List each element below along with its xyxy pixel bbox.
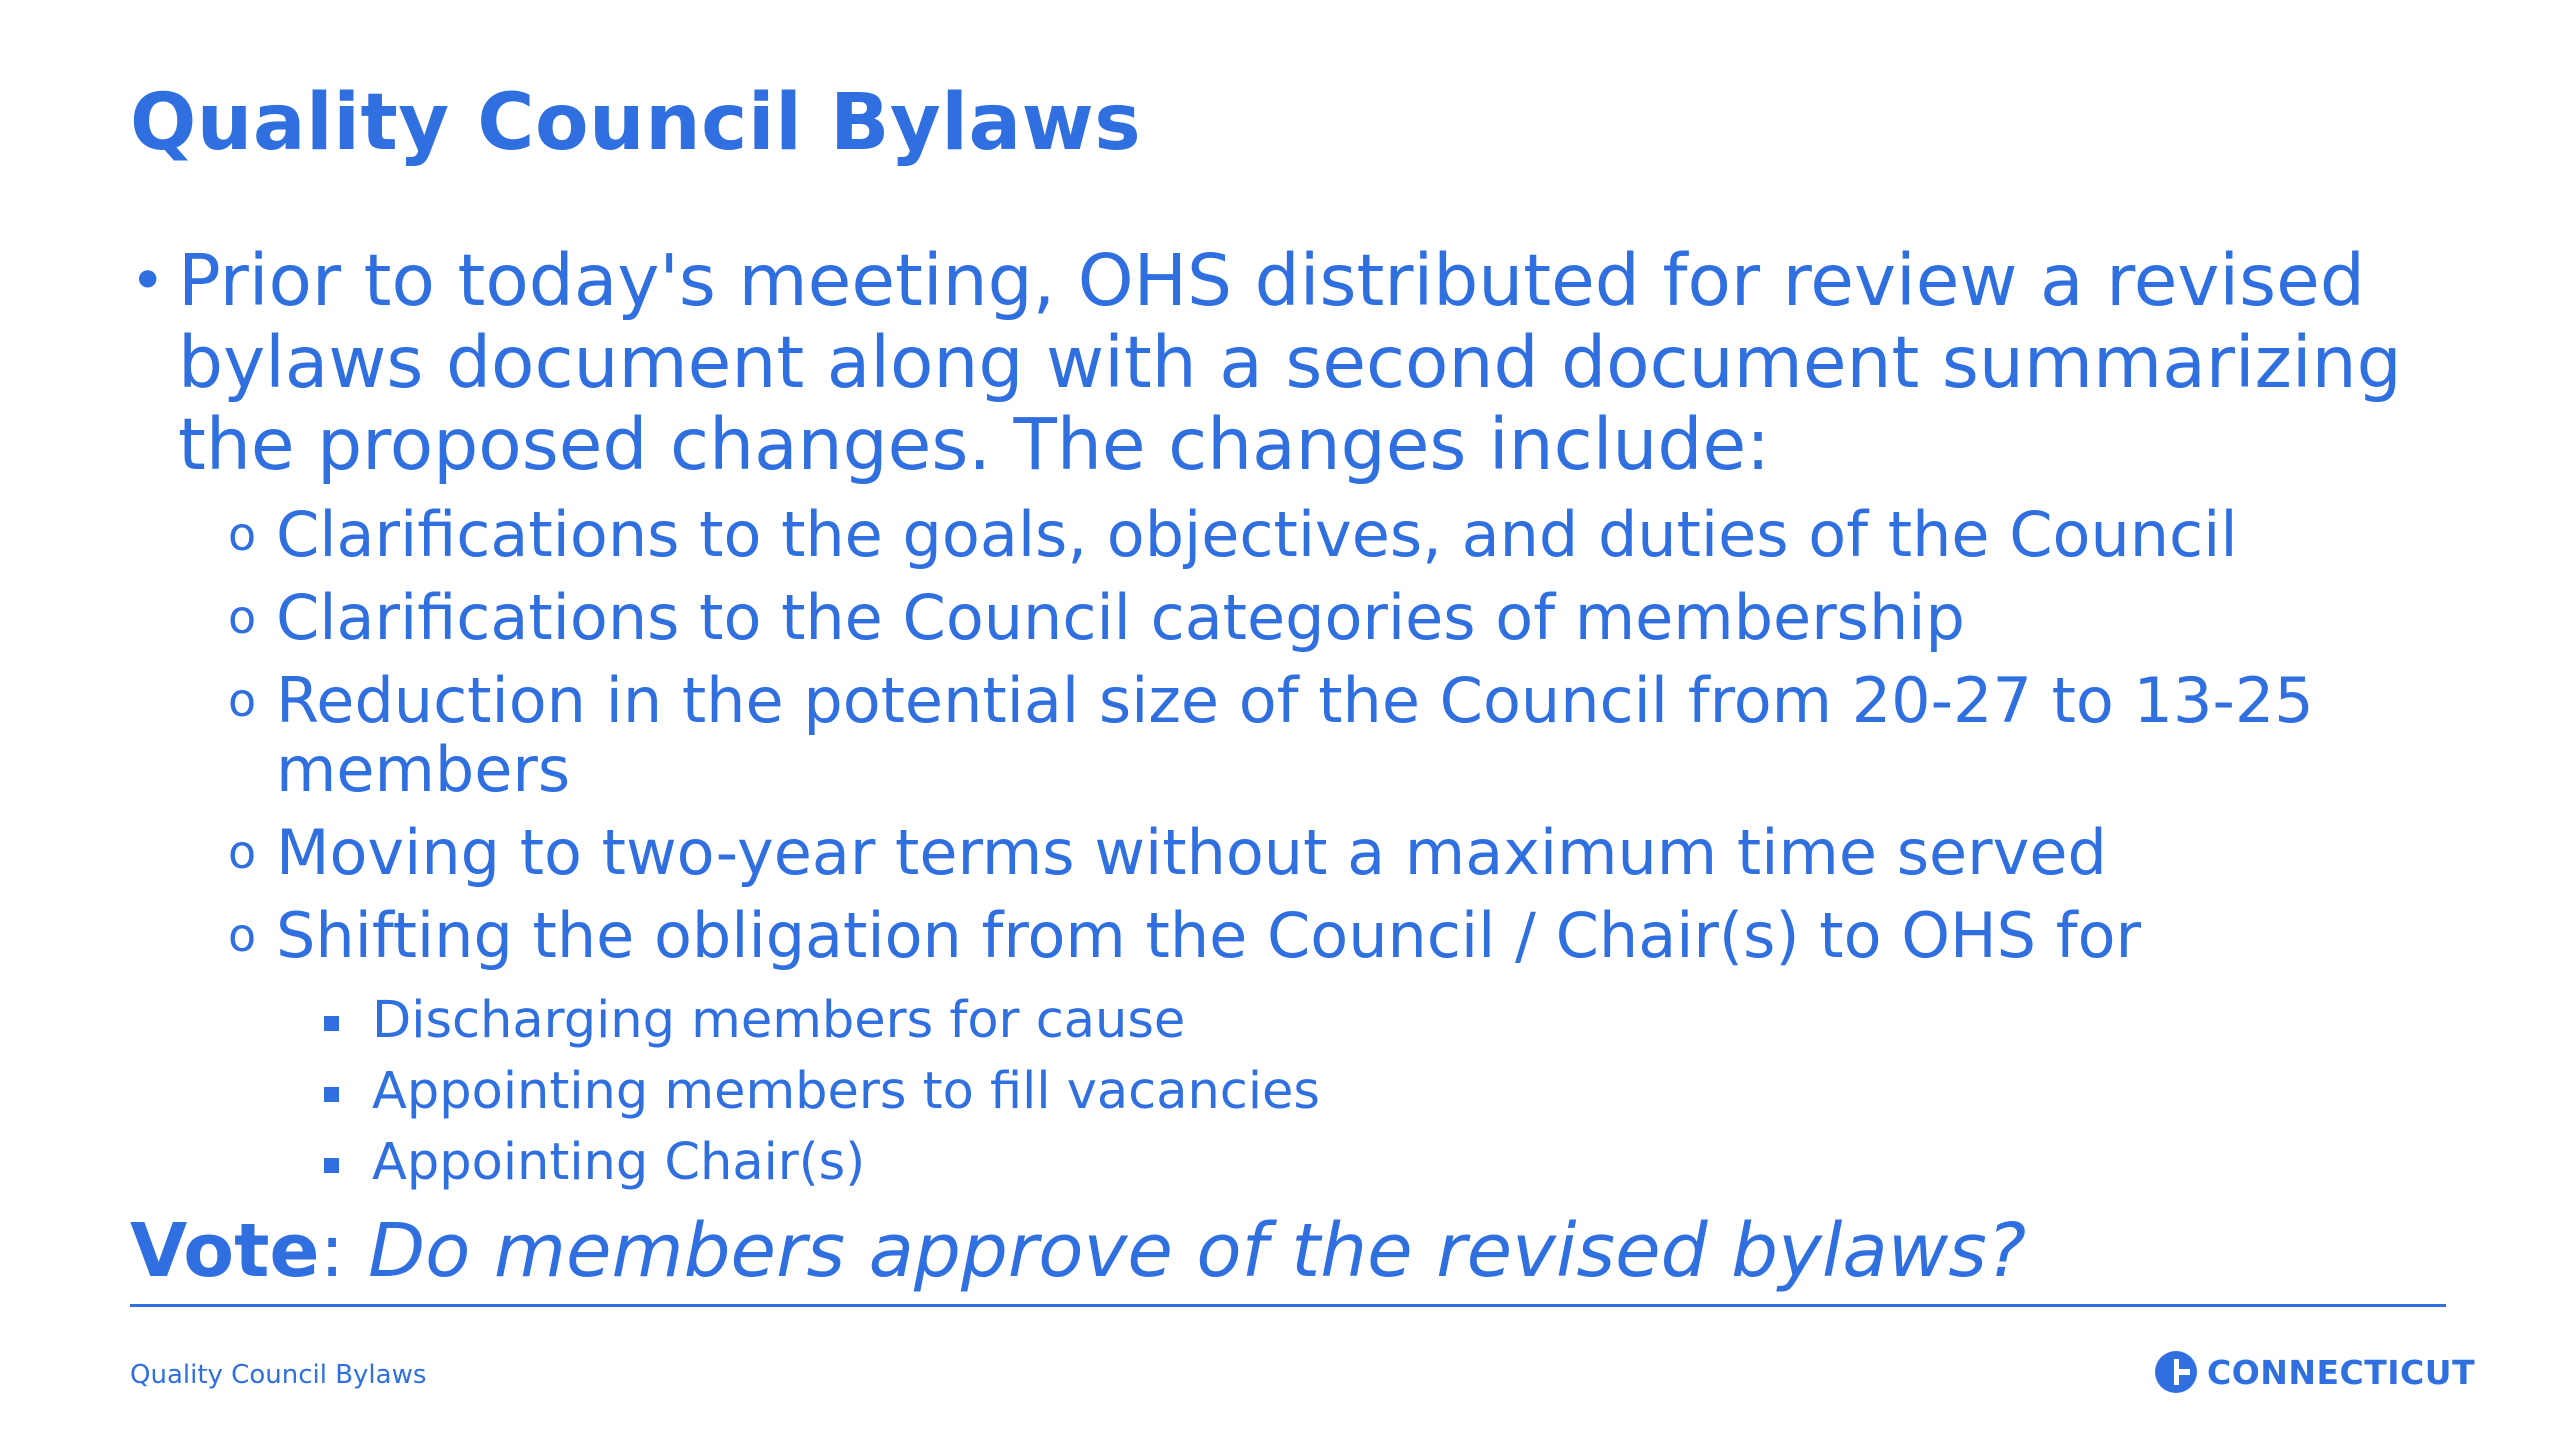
square-bullet-icon — [324, 1087, 339, 1102]
square-bullet-icon — [324, 1158, 339, 1173]
hollow-circle-icon: o — [228, 590, 257, 644]
sub-sub-bullet-text: Discharging members for cause — [372, 991, 1186, 1050]
bullet-dot-icon: • — [130, 246, 166, 316]
sub-sub-bullet-item — [322, 1127, 1722, 1198]
footer-divider — [130, 1304, 2446, 1307]
sub-sub-bullet-text: Appointing members to fill vacancies — [372, 1062, 1320, 1121]
vote-line — [130, 1208, 2026, 1294]
sub-bullet-text: Moving to two-year terms without a maximum time served — [276, 816, 2107, 889]
footer-title: Quality Council Bylaws — [130, 1360, 427, 1390]
sub-bullet-item — [228, 500, 2428, 569]
square-bullet-icon — [324, 1016, 339, 1031]
hollow-circle-icon: o — [228, 507, 257, 561]
sub-sub-bullet-text: Appointing Chair(s) — [372, 1133, 866, 1192]
slide-title: Quality Council Bylaws — [130, 78, 1142, 168]
logo-text: CONNECTICUT — [2207, 1352, 2476, 1392]
sub-bullet-item — [228, 583, 2428, 652]
sub-bullet-text: Shifting the obligation from the Council / Chair(s) to OHS for — [276, 899, 2141, 972]
main-bullet-text: Prior to today's meeting, OHS distributed for review a revised bylaws document along with a second document summarizing the proposed changes. The changes include: — [178, 239, 2402, 486]
sub-bullet-item — [228, 901, 2428, 970]
sub-bullet-item — [228, 666, 2428, 804]
vote-question: Do members approve of the revised bylaws? — [368, 1208, 2027, 1294]
sub-sub-bullet-item — [322, 985, 1722, 1056]
hollow-circle-icon: o — [228, 673, 257, 727]
sub-bullet-item — [228, 818, 2428, 887]
sub-bullet-text: Reduction in the potential size of the Council from 20-27 to 13-25 members — [276, 664, 2314, 806]
hollow-circle-icon: o — [228, 908, 257, 962]
sub-sub-bullet-list — [322, 985, 1722, 1198]
vote-label: Vote — [130, 1208, 320, 1294]
connecticut-logo-icon — [2155, 1351, 2197, 1393]
connecticut-logo — [2155, 1350, 2475, 1394]
main-bullet — [130, 240, 2420, 486]
sub-bullet-text: Clarifications to the Council categories of membership — [276, 581, 1965, 654]
sub-sub-bullet-item — [322, 1056, 1722, 1127]
sub-bullet-list — [228, 500, 2428, 984]
vote-separator: : — [319, 1208, 369, 1294]
sub-bullet-text: Clarifications to the goals, objectives, and duties of the Council — [276, 498, 2238, 571]
hollow-circle-icon: o — [228, 825, 257, 879]
